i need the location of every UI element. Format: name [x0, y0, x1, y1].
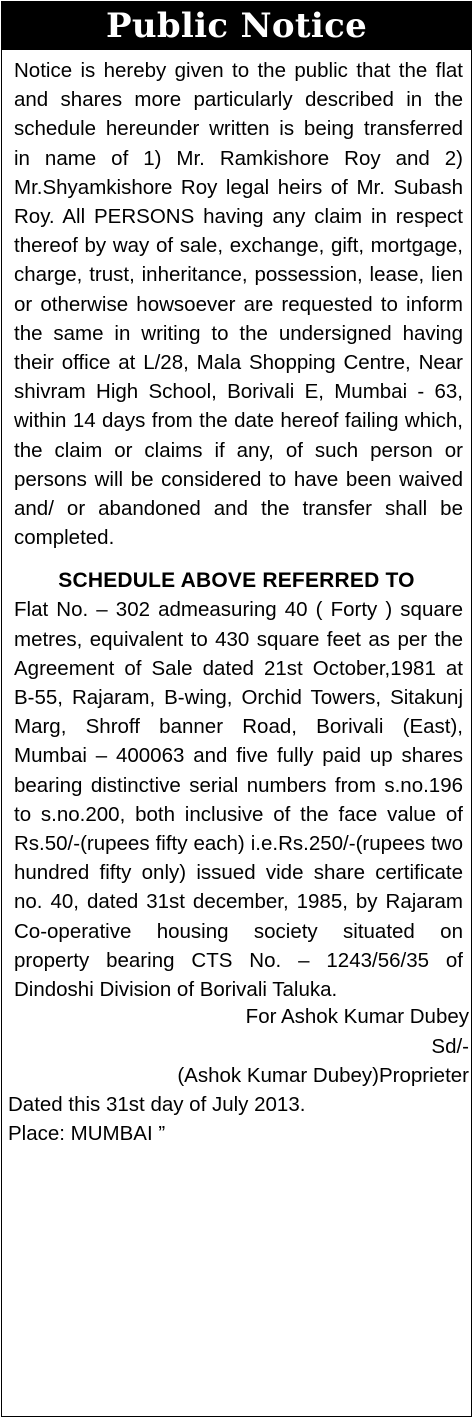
for-line: For Ashok Kumar Dubey	[245, 1005, 469, 1029]
signatory-name: (Ashok Kumar Dubey)Proprieter	[177, 1063, 469, 1087]
place-line: Place: MUMBAI ”	[8, 1122, 166, 1146]
signature: Sd/-	[431, 1034, 469, 1058]
schedule-heading: SCHEDULE ABOVE REFERRED TO	[58, 569, 415, 593]
schedule-text: Flat No. – 302 admeasuring 40 ( Forty ) square metres, equivalent to 430 square feet as per the Agreement of Sale dated 21st October,1981 at B-55, Rajaram, B-wing, Orchid Towers, Sitakunj Marg, Shroff banner Road, Borivali (East), Mumbai – 400063 and five fully paid up shares bearing distinctive serial numbers from s.no.196 to s.no.200, both inclusive of the face value of Rs.50/-(rupees fifty each) i.e.Rs.250/-(rupees two hundred fifty only) issued vide share certificate no. 40, dated 31st december, 1985, by Rajaram Co-operative housing society situated on property bearing CTS No. – 1243/56/35 of Dindoshi Division of Borivali Taluka.	[14, 598, 463, 1002]
notice-body: Notice is hereby given to the public that the flat and shares more particularly described in the schedule hereunder written is being transferred in name of 1) Mr. Ramkishore Roy and 2) Mr.Shyamkishore Roy legal heirs of Mr. Subash Roy. All PERSONS having any claim in respect thereof by way of sale, exchange, gift, mortgage, charge, trust, inheritance, possession, lease, lien or otherwise howsoever are requested to inform the same in writing to the undersigned having their office at L/28, Mala Shopping Centre, Near shivram High School, Borivali E, Mumbai - 63, within 14 days from the date hereof failing which, the claim or claims if any, of such person or persons will be considered to have been waived and/ or abandoned and the transfer shall be completed.	[14, 59, 463, 550]
public-notice	[1, 1, 472, 1417]
signoff-block	[2, 1002, 471, 1148]
dated-line: Dated this 31st day of July 2013.	[8, 1092, 306, 1116]
notice-title: Public Notice	[2, 2, 471, 50]
